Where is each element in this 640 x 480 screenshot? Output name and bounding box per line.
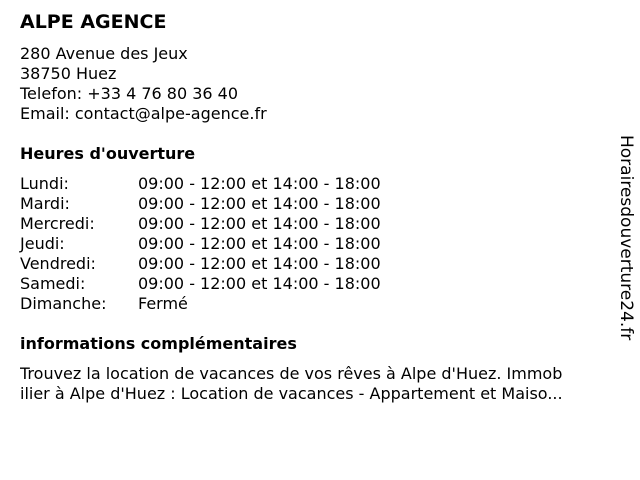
- email-address: Email: contact@alpe-agence.fr: [20, 104, 267, 123]
- hours-row: [20, 194, 381, 214]
- business-name: ALPE AGENCE: [20, 11, 167, 33]
- address-city: 38750 Huez: [20, 64, 117, 83]
- hours-row: [20, 214, 381, 234]
- hours-table: [20, 174, 381, 314]
- hours-row: [20, 274, 381, 294]
- hours-day: Dimanche:: [20, 294, 107, 313]
- info-line: ilier à Alpe d'Huez : Location de vacances - Appartement et Maiso...: [20, 384, 563, 403]
- hours-row: [20, 174, 381, 194]
- info-title: informations complémentaires: [20, 334, 297, 353]
- info-description: [20, 364, 620, 404]
- hours-day: Mercredi:: [20, 214, 95, 233]
- hours-row: [20, 294, 381, 314]
- hours-time: Fermé: [138, 294, 188, 313]
- hours-time: 09:00 - 12:00 et 14:00 - 18:00: [138, 194, 381, 213]
- hours-day: Vendredi:: [20, 254, 96, 273]
- hours-row: [20, 234, 381, 254]
- hours-day: Mardi:: [20, 194, 70, 213]
- phone-number: Telefon: +33 4 76 80 36 40: [20, 84, 239, 103]
- hours-row: [20, 254, 381, 274]
- hours-time: 09:00 - 12:00 et 14:00 - 18:00: [138, 174, 381, 193]
- hours-time: 09:00 - 12:00 et 14:00 - 18:00: [138, 274, 381, 293]
- hours-day: Samedi:: [20, 274, 86, 293]
- contact-block: [20, 44, 267, 124]
- info-line: Trouvez la location de vacances de vos rêves à Alpe d'Huez. Immob: [20, 364, 563, 383]
- address-street: 280 Avenue des Jeux: [20, 44, 188, 63]
- hours-day: Lundi:: [20, 174, 69, 193]
- hours-time: 09:00 - 12:00 et 14:00 - 18:00: [138, 234, 381, 253]
- hours-time: 09:00 - 12:00 et 14:00 - 18:00: [138, 254, 381, 273]
- watermark: Horairesdouverture24.fr: [616, 135, 636, 341]
- hours-title: Heures d'ouverture: [20, 144, 196, 163]
- hours-day: Jeudi:: [20, 234, 65, 253]
- hours-time: 09:00 - 12:00 et 14:00 - 18:00: [138, 214, 381, 233]
